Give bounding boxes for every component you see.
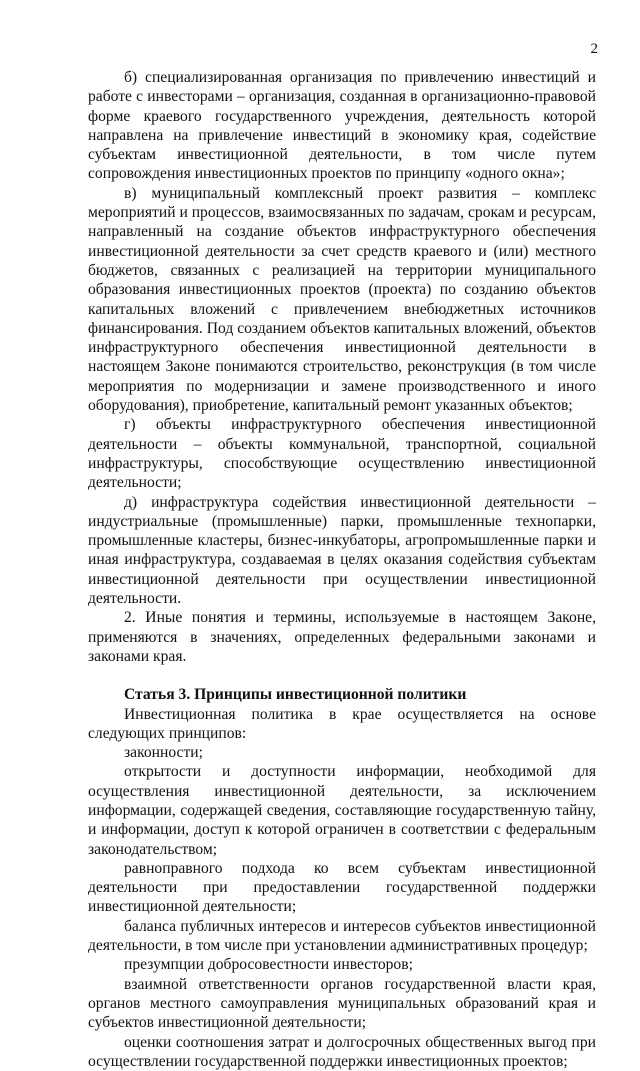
document-body bbox=[88, 68, 596, 1071]
other-terms-paragraph: 2. Иные понятия и термины, используемые в настоящем Законе, применяются в значениях, определенных федеральными законами и законами края. bbox=[88, 609, 596, 665]
principle-legality: законности; bbox=[124, 744, 203, 762]
principle-equal-approach: равноправного подхода ко всем субъектам инвестиционной деятельности при предоставлении государственной поддержки инвестиционной деятельности; bbox=[88, 859, 596, 916]
definition-g: г) объекты инфраструктурного обеспечения инвестиционной деятельности – объекты коммунальной, транспортной, социальной инфраструктуры, способствующие осуществлению инвестиционной деятельности; bbox=[88, 416, 596, 492]
principle-good-faith: презумпции добросовестности инвесторов; bbox=[124, 956, 413, 974]
article-intro: Инвестиционная политика в крае осуществляется на основе следующих принципов: bbox=[88, 705, 596, 742]
principle-cost-benefit: оценки соотношения затрат и долгосрочных общественных выгод при осуществлении государственной поддержки инвестиционных проектов; bbox=[88, 1033, 596, 1070]
definition-d: д) инфраструктура содействия инвестиционной деятельности – индустриальные (промышленные) парки, промышленные технопарки, промышленные кластеры, бизнес-инкубаторы, агропромышленные парки и иная инфраструктура, создаваемая в целях оказания содействия субъектам инвестиционной деятельности при осуществлении инвестиционной деятельности. bbox=[88, 493, 596, 608]
page-number: 2 bbox=[590, 41, 598, 57]
article-heading: Статья 3. Принципы инвестиционной политики bbox=[124, 686, 467, 704]
principle-mutual-responsibility: взаимной ответственности органов государственной власти края, органов местного самоуправления муниципальных образований края и субъектов инвестиционной деятельности; bbox=[88, 975, 596, 1032]
definition-b: б) специализированная организация по привлечению инвестиций и работе с инвесторами – организация, созданная в организационно-правовой форме краевого государственного учреждения, деятельность которой направлена на привлечение инвестиций в экономику края, содействие субъектам инвестиционной деятельности, в том числе путем сопровождения инвестиционных проектов по принципу «одного окна»; bbox=[88, 69, 596, 183]
section-gap bbox=[88, 666, 596, 685]
principle-information-openness: открытости и доступности информации, необходимой для осуществления инвестиционной деятельности, за исключением информации, содержащей сведения, составляющие государственную тайну, и информации, доступ к которой ограничен в соответствии с федеральным законодательством; bbox=[88, 763, 596, 858]
definition-v: в) муниципальный комплексный проект развития – комплекс мероприятий и процессов, взаимосвязанных по задачам, срокам и ресурсам, направленный на создание объектов инфраструктурного обеспечения инвестиционной деятельности за счет средств краевого и (или) местного бюджетов, связанных с реализацией на территории муниципального образования инвестиционных проектов (проекта) по созданию объектов капитальных вложений с привлечением внебюджетных источников финансирования. Под созданием объектов капитальных вложений, объектов инфраструктурного обеспечения инвестиционной деятельности в настоящем Законе понимаются строительство, реконструкция (в том числе мероприятия по модернизации и замене производственного и иного оборудования), приобретение, капитальный ремонт указанных объектов; bbox=[88, 184, 596, 415]
principle-interest-balance: баланса публичных интересов и интересов субъектов инвестиционной деятельности, в том числе при установлении административных процедур; bbox=[88, 917, 596, 955]
